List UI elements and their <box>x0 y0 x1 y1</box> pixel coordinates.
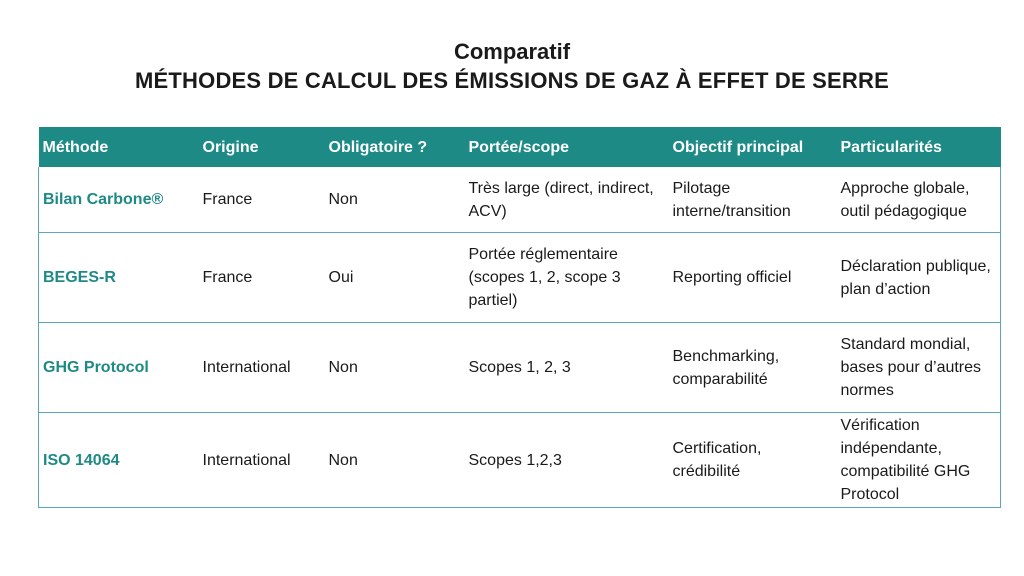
cell-obligatoire: Non <box>325 167 465 233</box>
cell-portee: Très large (direct, indirect, ACV) <box>465 167 669 233</box>
header-obligatoire: Obligatoire ? <box>325 128 465 168</box>
comparison-table <box>38 127 1001 508</box>
table-row <box>39 413 1001 508</box>
cell-particularites: Standard mondial, bases pour d’autres normes <box>837 323 1001 413</box>
cell-portee: Portée réglementaire (scopes 1, 2, scope 3 partiel) <box>465 233 669 323</box>
cell-methode: Bilan Carbone® <box>39 167 199 233</box>
cell-particularites: Déclaration publique, plan d’action <box>837 233 1001 323</box>
table-row <box>39 233 1001 323</box>
cell-methode: GHG Protocol <box>39 323 199 413</box>
title-comparatif: Comparatif <box>453 39 571 64</box>
cell-origine: International <box>199 323 325 413</box>
cell-objectif: Reporting officiel <box>669 233 837 323</box>
slide-title <box>0 38 1024 96</box>
cell-portee: Scopes 1,2,3 <box>465 413 669 508</box>
cell-portee: Scopes 1, 2, 3 <box>465 323 669 413</box>
cell-methode: BEGES-R <box>39 233 199 323</box>
cell-objectif: Certification, crédibilité <box>669 413 837 508</box>
cell-methode: ISO 14064 <box>39 413 199 508</box>
cell-particularites: Vérification indépendante, compatibilité GHG Protocol <box>837 413 1001 508</box>
table-row <box>39 167 1001 233</box>
cell-particularites: Approche globale, outil pédagogique <box>837 167 1001 233</box>
header-portee: Portée/scope <box>465 128 669 168</box>
cell-origine: France <box>199 233 325 323</box>
cell-obligatoire: Non <box>325 323 465 413</box>
cell-origine: France <box>199 167 325 233</box>
cell-objectif: Benchmarking, comparabilité <box>669 323 837 413</box>
cell-obligatoire: Non <box>325 413 465 508</box>
table-header-row <box>39 128 1001 168</box>
title-main: MÉTHODES DE CALCUL DES ÉMISSIONS DE GAZ À EFFET DE SERRE <box>135 68 889 93</box>
cell-origine: International <box>199 413 325 508</box>
header-origine: Origine <box>199 128 325 168</box>
table-row <box>39 323 1001 413</box>
header-particularites: Particularités <box>837 128 1001 168</box>
cell-objectif: Pilotage interne/transition <box>669 167 837 233</box>
header-methode: Méthode <box>39 128 199 168</box>
cell-obligatoire: Oui <box>325 233 465 323</box>
header-objectif: Objectif principal <box>669 128 837 168</box>
